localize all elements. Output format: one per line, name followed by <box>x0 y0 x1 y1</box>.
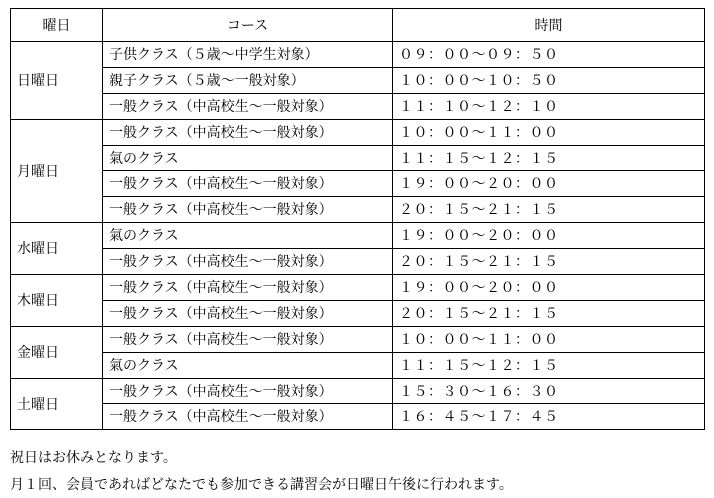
table-row <box>11 119 705 145</box>
cell-day: 日曜日 <box>11 42 103 120</box>
table-row <box>11 197 705 223</box>
table-row <box>11 93 705 119</box>
cell-course: 一般クラス（中高校生〜一般対象） <box>103 326 393 352</box>
cell-time: ２０：１５〜２１：１５ <box>393 300 705 326</box>
column-header-course: コース <box>103 9 393 42</box>
table-row <box>11 223 705 249</box>
cell-course: 氣のクラス <box>103 223 393 249</box>
cell-time: １６：４５〜１７：４５ <box>393 404 705 430</box>
table-row <box>11 67 705 93</box>
cell-course: 一般クラス（中高校生〜一般対象） <box>103 249 393 275</box>
cell-course: 親子クラス（５歳〜一般対象） <box>103 67 393 93</box>
cell-course: 氣のクラス <box>103 145 393 171</box>
table-row <box>11 326 705 352</box>
cell-time: １１：１０〜１２：１０ <box>393 93 705 119</box>
table-body <box>11 42 705 430</box>
cell-time: １０：００〜１１：００ <box>393 119 705 145</box>
cell-course: 一般クラス（中高校生〜一般対象） <box>103 300 393 326</box>
cell-day: 土曜日 <box>11 378 103 430</box>
table-header-row <box>11 9 705 42</box>
cell-course: 一般クラス（中高校生〜一般対象） <box>103 119 393 145</box>
column-header-day: 曜日 <box>11 9 103 42</box>
class-schedule-table <box>10 8 705 430</box>
cell-time: ０９：００〜０９：５０ <box>393 42 705 68</box>
column-header-time: 時間 <box>393 9 705 42</box>
cell-time: １０：００〜１０：５０ <box>393 67 705 93</box>
cell-day: 金曜日 <box>11 326 103 378</box>
table-row <box>11 42 705 68</box>
table-header <box>11 9 705 42</box>
table-row <box>11 145 705 171</box>
cell-time: １９：００〜２０：００ <box>393 223 705 249</box>
table-row <box>11 171 705 197</box>
table-row <box>11 404 705 430</box>
cell-course: 一般クラス（中高校生〜一般対象） <box>103 93 393 119</box>
cell-course: 一般クラス（中高校生〜一般対象） <box>103 197 393 223</box>
cell-day: 水曜日 <box>11 223 103 275</box>
cell-time: １０：００〜１１：００ <box>393 326 705 352</box>
cell-time: １１：１５〜１２：１５ <box>393 145 705 171</box>
cell-course: 氣のクラス <box>103 352 393 378</box>
table-row <box>11 249 705 275</box>
cell-time: １９：００〜２０：００ <box>393 171 705 197</box>
schedule-notes <box>10 444 704 497</box>
cell-time: １５：３０〜１６：３０ <box>393 378 705 404</box>
cell-time: １９：００〜２０：００ <box>393 275 705 301</box>
cell-day: 木曜日 <box>11 275 103 327</box>
table-row <box>11 352 705 378</box>
cell-course: 一般クラス（中高校生〜一般対象） <box>103 275 393 301</box>
cell-time: ２０：１５〜２１：１５ <box>393 197 705 223</box>
cell-day: 月曜日 <box>11 119 103 223</box>
cell-course: 一般クラス（中高校生〜一般対象） <box>103 378 393 404</box>
note-line: 月１回、会員であればどなたでも参加できる講習会が日曜日午後に行われます。 <box>10 475 513 492</box>
cell-course: 子供クラス（５歳〜中学生対象） <box>103 42 393 68</box>
table-row <box>11 300 705 326</box>
note-line: 祝日はお休みとなります。 <box>10 449 177 466</box>
cell-time: ２０：１５〜２１：１５ <box>393 249 705 275</box>
table-row <box>11 275 705 301</box>
cell-course: 一般クラス（中高校生〜一般対象） <box>103 171 393 197</box>
cell-course: 一般クラス（中高校生〜一般対象） <box>103 404 393 430</box>
cell-time: １１：１５〜１２：１５ <box>393 352 705 378</box>
table-row <box>11 378 705 404</box>
